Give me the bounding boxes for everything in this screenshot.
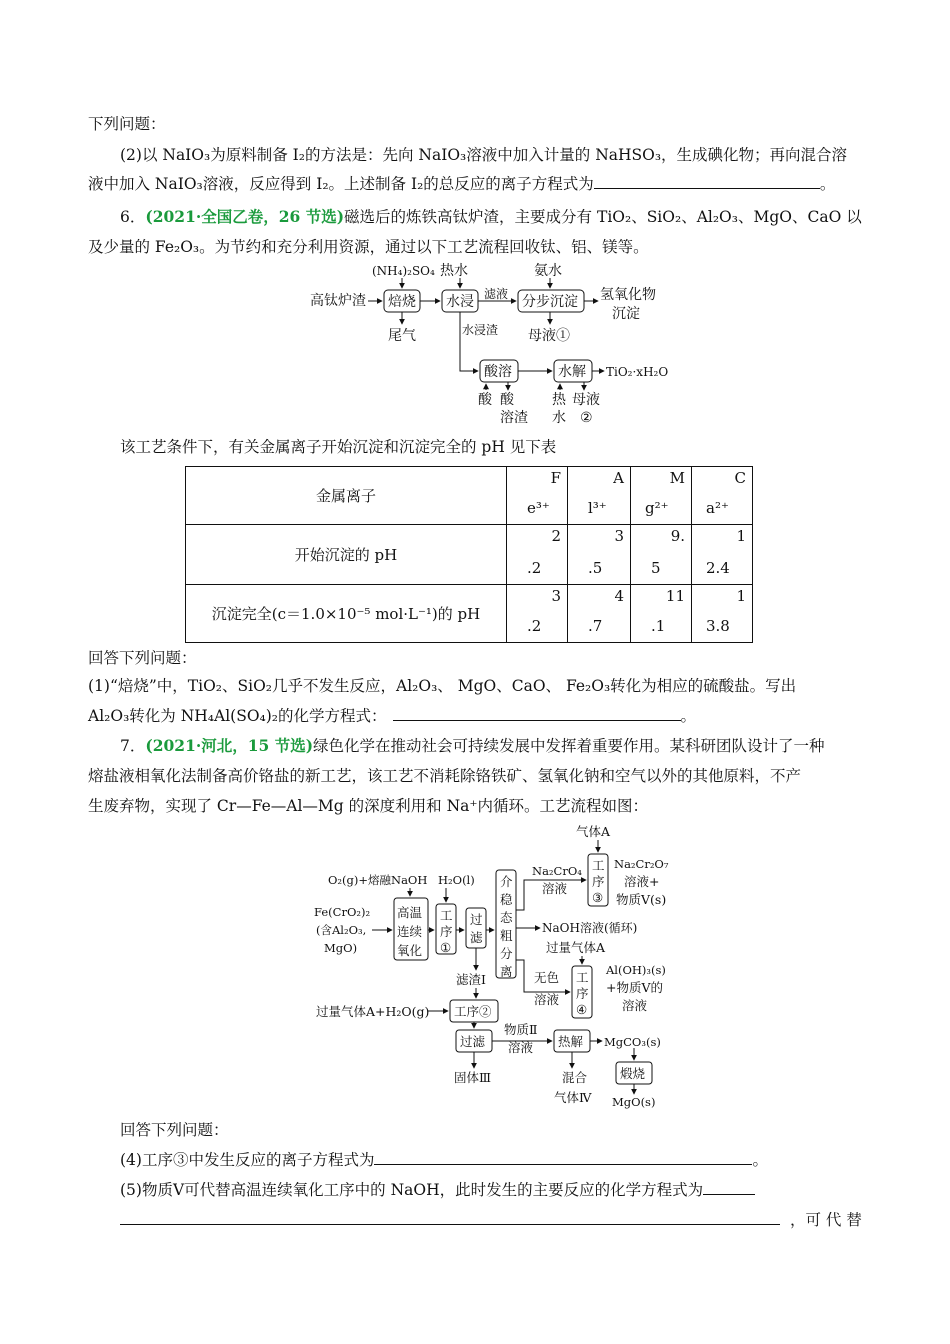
q7-line3: 生废弃物，实现了 Cr—Fe—Al—Mg 的深度利用和 Na⁺内循环。工艺流程如图： [88,797,649,815]
flow-label: 滤 [470,930,483,945]
naoh-recycle-label: NaOH溶液(循环) [542,921,638,935]
q7-part4 [120,1150,768,1170]
na2cr2o7-label-2: 溶液+ [624,874,660,889]
ore-label-1: Fe(CrO₂)₂ [314,905,371,919]
substance2-label-1: 物质Ⅱ [504,1022,538,1037]
mgo-label: MgO(s) [612,1095,656,1109]
answer-blank[interactable] [594,174,820,189]
q7-part4-text: (4)工序③中发生反应的离子方程式为 [120,1151,375,1169]
q6-line1 [120,207,862,227]
na2cr2o7-label-1: Na₂Cr₂O₇ [614,857,669,871]
cell-text: .7 [588,617,603,635]
step-precip-label: 分步沉淀 [522,294,578,310]
excess-gas-a-label: 过量气体A [546,940,606,955]
cell-text: 11 [665,587,685,605]
intro-text: 下列问题： [88,115,166,133]
pyrolysis-label: 热解 [558,1034,584,1049]
q6-part1-line2 [88,706,696,726]
calcine-label: 煅烧 [620,1066,646,1081]
cell-text: .1 [651,617,666,635]
table-cell [631,525,692,585]
flow-label: 稳 [500,892,513,907]
na2cro4-label-2: 溶液 [542,881,568,896]
residue-label: 水浸渣 [462,323,499,337]
ion-mg [631,467,692,525]
cell-text: .2 [527,559,542,577]
flow-label: 氧化 [397,943,423,958]
cell-text: 3 [614,527,624,545]
acid-label: 酸 [478,392,492,408]
question-number: 6． [120,208,146,226]
na2cr2o7-label-3: 物质V(s) [616,892,667,907]
table-cell [692,585,753,643]
cell-text: A [613,469,624,487]
aloh3-label-1: Al(OH)₃(s) [606,963,666,977]
flow-label: 粗 [500,928,513,943]
ion-fe [507,467,568,525]
ion-ca [692,467,753,525]
hydroxide-label-1: 氢氧化物 [600,287,656,303]
reagent-hot-water: 热水 [440,263,468,279]
ore-label-2: (含Al₂O₃, [316,923,367,937]
substance2-label-2: 溶液 [508,1040,534,1055]
table-cell [631,585,692,643]
ph-table [185,466,753,643]
q6-stem-1: 磁选后的炼铁高钛炉渣，主要成分有 TiO₂、SiO₂、Al₂O₃、MgO、CaO 以 [344,208,862,226]
cell-text: a²⁺ [706,499,729,517]
leach-label: 水浸 [446,294,474,310]
flow-label: 介 [500,874,513,889]
q6-part1-text: Al₂O₃转化为 NH₄Al(SO₄)₂的化学方程式： [88,707,387,725]
cell-text: 5 [651,559,661,577]
q6-answer-intro: 回答下列问题： [88,649,197,667]
reagent-ammonia: 氨水 [534,263,562,279]
flow-label: 工 [576,970,589,985]
flow-label: 工 [592,858,605,873]
cell-text: 1 [736,587,746,605]
q7-answer-intro: 回答下列问题： [120,1121,229,1139]
excess-gas-water-label: 过量气体A+H₂O(g) [316,1004,430,1019]
table-cell [568,525,631,585]
flow-label: ④ [576,1002,588,1017]
hot-water-1: 热 [552,392,566,408]
flow-label: ① [440,940,452,955]
aloh3-label-3: 溶液 [622,998,648,1013]
acid-residue-1: 酸 [500,392,514,408]
period: 。 [752,1151,768,1169]
residue1-label: 滤渣Ⅰ [456,972,486,987]
na2cro4-label-1: Na₂CrO₄ [532,864,582,878]
flow-label: 工 [440,908,453,923]
flow-label: 序 [576,986,589,1001]
cell-text: 3 [551,587,561,605]
aloh3-label-2: +物质V的 [606,980,664,995]
flow-label: 序 [440,924,453,939]
table-cell [507,585,568,643]
row-start-ph-label: 开始沉淀的 pH [186,525,507,585]
table-cell [568,585,631,643]
period: 。 [819,175,836,193]
q5-part2-text: 液中加入 NaIO₃溶液，反应得到 I₂。上述制备 I₂的总反应的离子方程式为 [88,175,594,193]
table-cell [692,525,753,585]
q7-stem-1: 绿色化学在推动社会可持续发展中发挥着重要作用。某科研团队设计了一种 [313,737,825,755]
cell-text: M [669,469,685,487]
acid-dissolve-label: 酸溶 [484,364,512,380]
cell-text: 2 [551,527,561,545]
q6-line2: 及少量的 Fe₂O₃。为节约和充分利用资源，通过以下工艺流程回收钛、铝、镁等。 [88,238,649,256]
mother-liquor-1: 母液① [528,328,570,344]
hot-water-2: 水 [552,410,566,426]
flow-label: ③ [592,890,604,905]
flow-label: 离 [500,964,513,979]
q6-part1-line1: (1)“焙烧”中，TiO₂、SiO₂几乎不发生反应，Al₂O₃、 MgO、CaO、 Fe₂O₃转化为相应的硫酸盐。写出 [88,677,797,695]
q7-part5-line1 [120,1180,755,1200]
filtrate-label: 滤液 [484,287,509,301]
header-metal-ion: 金属离子 [186,467,507,525]
cell-text: F [550,469,561,487]
row-complete-ph-label: 沉淀完全(c＝1.0×10⁻⁵ mol·L⁻¹)的 pH [186,585,507,643]
answer-blank[interactable] [374,1150,752,1165]
table-intro: 该工艺条件下，有关金属离子开始沉淀和沉淀完全的 pH 见下表 [120,438,557,456]
cell-text: l³⁺ [588,499,607,517]
flow-label: 态 [500,910,513,925]
question-source: (2021·河北，15 节选) [145,736,314,755]
q5-part2-line1: (2)以 NaIO₃为原料制备 I₂的方法是：先向 NaIO₃溶液中加入计量的 NaHSO₃，生成碘化物；再向混合溶 [120,146,848,164]
mother-liquor-2a: 母液 [572,392,600,408]
ore-label-3: MgO) [324,941,358,955]
cell-text: C [734,469,746,487]
cell-text: .5 [588,559,603,577]
hydrolysis-label: 水解 [558,364,586,380]
flow-label: 序 [592,874,605,889]
q7-line2: 熔盐液相氧化法制备高价铬盐的新工艺，该工艺不消耗除铬铁矿、氢氧化钠和空气以外的其他原料，不产 [88,767,802,785]
cell-text: 2.4 [706,559,730,577]
q7-flow-diagram [310,820,690,1112]
mother-liquor-2b: ② [580,410,593,426]
flow-shape [460,312,478,371]
ion-al [568,467,631,525]
colorless-label-1: 无色 [534,970,560,985]
flow-label: 连续 [397,924,423,939]
solid3-label: 固体Ⅲ [454,1070,492,1085]
mixed-gas-label-2: 气体Ⅳ [554,1090,592,1105]
filter2-label: 过滤 [460,1034,486,1049]
cell-text: 4 [614,587,624,605]
reagent-nh4so4: (NH₄)₂SO₄ [372,264,435,278]
table-cell [507,525,568,585]
mgco3-label: MgCO₃(s) [604,1035,661,1049]
q7-part5-text: (5)物质Ⅴ可代替高温连续氧化工序中的 NaOH，此时发生的主要反应的化学方程式为 [120,1181,704,1199]
flow-label: 高温 [397,905,423,920]
reactants-label: O₂(g)+熔融NaOH [328,873,428,887]
answer-blank[interactable] [703,1180,755,1195]
cell-text: 3.8 [706,617,730,635]
gas-a-top: 气体A [576,824,611,839]
q7-part5-tail: ，可 代 替 [790,1211,862,1229]
question-source: (2021·全国乙卷，26 节选) [145,207,345,226]
flow-label: 分 [500,946,513,961]
flow-label: 过 [470,912,483,927]
roast-label: 焙烧 [388,294,416,310]
q7-line1 [120,736,825,756]
water-label: H₂O(l) [438,873,475,887]
q6-flow-diagram [300,258,700,428]
hydroxide-label-2: 沉淀 [612,306,640,322]
colorless-label-2: 溶液 [534,992,560,1007]
answer-blank[interactable] [393,706,681,721]
cell-text: .2 [527,617,542,635]
question-number: 7． [120,737,146,755]
period: 。 [680,707,697,725]
cell-text: e³⁺ [527,499,550,517]
q7-part5-line2 [120,1210,862,1230]
product-label: TiO₂·xH₂O [606,365,669,379]
cell-text: 9. [670,527,685,545]
cell-text: 1 [736,527,746,545]
acid-residue-2: 溶渣 [500,410,528,426]
feed-label: 高钛炉渣 [310,293,366,309]
step2-label: 工序② [454,1004,492,1019]
answer-blank[interactable] [120,1210,780,1225]
cell-text: g²⁺ [645,499,669,517]
q5-part2-line2 [88,174,835,194]
exhaust-label: 尾气 [388,328,416,344]
mixed-gas-label-1: 混合 [562,1070,588,1085]
